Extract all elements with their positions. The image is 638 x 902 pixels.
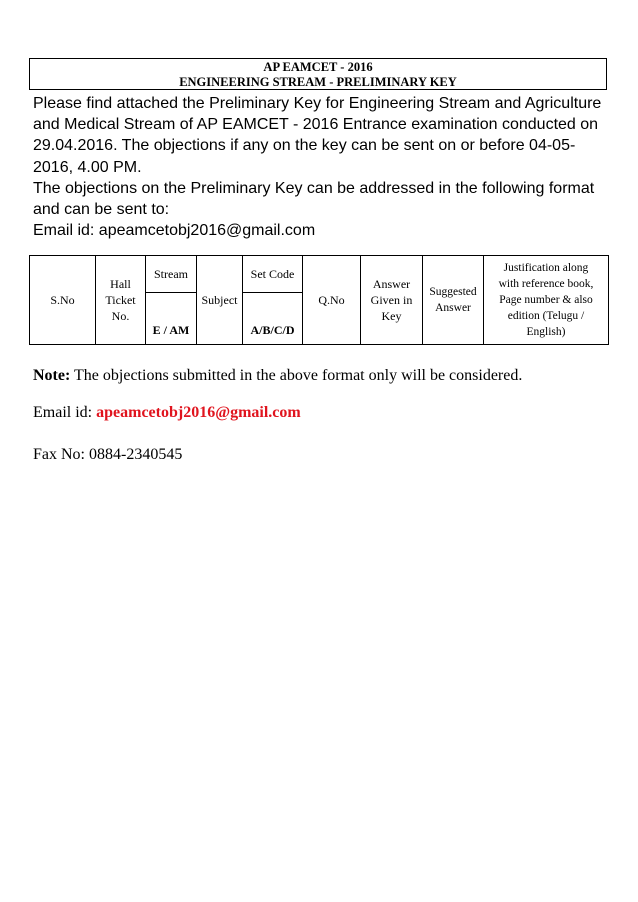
- stream-values: E / AM: [146, 293, 197, 345]
- header-subject: Subject: [197, 256, 243, 345]
- objection-format-table: [29, 255, 609, 345]
- intro-paragraph-1: Please find attached the Preliminary Key for Engineering Stream and Agriculture and Medical Stream of AP EAMCET - 2016 Entrance examination conducted on 29.04.2016. The objections if any on the key can be sent on or before 04-05-2016, 4.00 PM.: [33, 95, 602, 176]
- hall-ticket-line-3: No.: [111, 309, 130, 323]
- title-line-2: ENGINEERING STREAM - PRELIMINARY KEY: [179, 75, 457, 89]
- intro-paragraph-2: The objections on the Preliminary Key can be addressed in the following format and can be sent to:: [33, 179, 595, 219]
- hall-ticket-line-2: Ticket: [105, 293, 136, 307]
- header-hall-ticket: [96, 256, 146, 345]
- title-line-1: AP EAMCET - 2016: [263, 60, 373, 74]
- suggested-line-2: Answer: [435, 302, 471, 314]
- justification-line-3: Page number & also: [499, 294, 593, 306]
- justification-line-5: English): [526, 326, 566, 338]
- email-label: Email id:: [33, 404, 97, 421]
- header-sno: S.No: [30, 256, 96, 345]
- suggested-line-1: Suggested: [429, 286, 477, 298]
- fax-number: Fax No: 0884-2340545: [33, 446, 183, 463]
- answer-given-line-2: Given in: [370, 293, 413, 307]
- note-line: [33, 367, 522, 385]
- contact-email-line: [33, 404, 301, 422]
- answer-given-line-1: Answer: [372, 277, 411, 291]
- intro-text: [33, 93, 608, 241]
- header-qno: Q.No: [303, 256, 361, 345]
- note-label: Note:: [33, 367, 71, 384]
- header-stream: Stream: [146, 256, 197, 293]
- header-suggested-answer: [423, 256, 484, 345]
- hall-ticket-line-1: Hall: [110, 277, 131, 291]
- note-text: The objections submitted in the above format only will be considered.: [70, 367, 523, 384]
- justification-line-1: Justification along: [503, 262, 589, 274]
- justification-line-2: with reference book,: [498, 278, 594, 290]
- header-set-code: Set Code: [243, 256, 303, 293]
- header-justification: [484, 256, 609, 345]
- header-answer-given: [361, 256, 423, 345]
- email-address-link[interactable]: apeamcetobj2016@gmail.com: [96, 404, 301, 421]
- set-code-values: A/B/C/D: [243, 293, 303, 345]
- document-title-box: [29, 58, 607, 90]
- intro-email-line: Email id: apeamcetobj2016@gmail.com: [33, 222, 316, 240]
- justification-line-4: edition (Telugu /: [507, 310, 585, 322]
- answer-given-line-3: Key: [381, 309, 402, 323]
